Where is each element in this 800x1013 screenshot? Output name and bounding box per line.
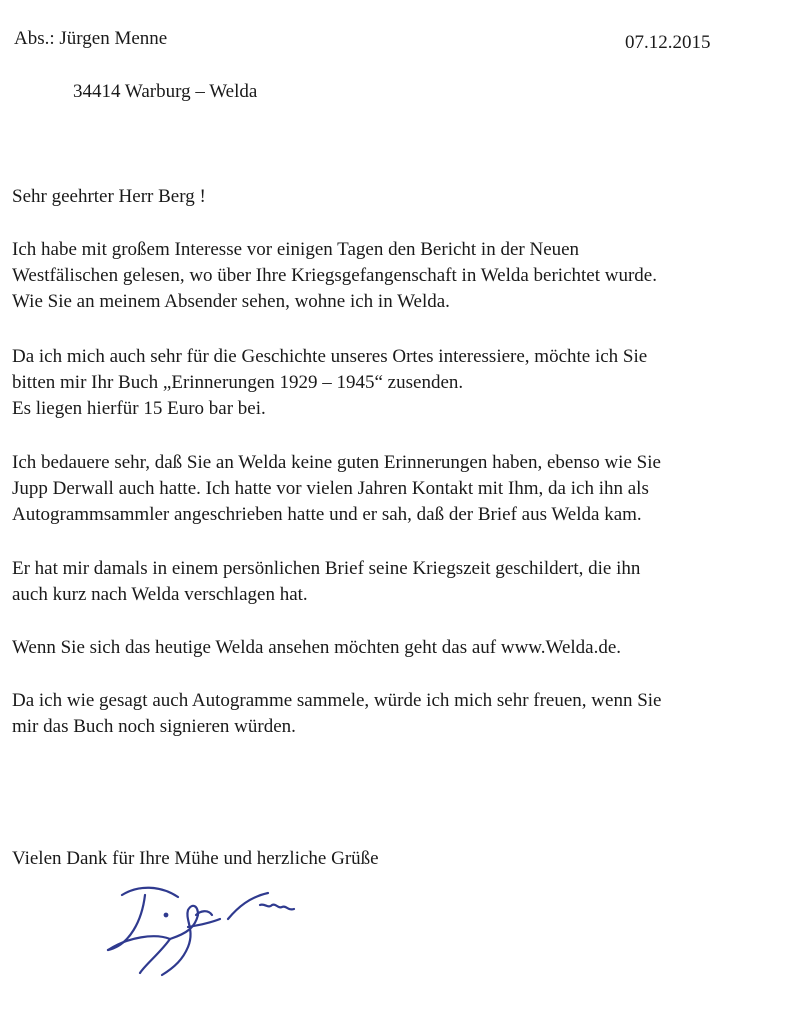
- body-line: Wie Sie an meinem Absender sehen, wohne ich in Welda.: [12, 291, 450, 312]
- body-line: Er hat mir damals in einem persönlichen Brief seine Kriegszeit geschildert, die ihn: [12, 558, 641, 579]
- body-line: Jupp Derwall auch hatte. Ich hatte vor vielen Jahren Kontakt mit Ihm, da ich ihn als: [12, 478, 649, 499]
- sender-line: Abs.: Jürgen Menne: [14, 28, 168, 49]
- body-line: bitten mir Ihr Buch „Erinnerungen 1929 – 1945“ zusenden.: [12, 372, 464, 393]
- sender-address: 34414 Warburg – Welda: [73, 81, 258, 102]
- signature-strokes: [108, 888, 294, 975]
- body-line: Ich habe mit großem Interesse vor einigen Tagen den Bericht in der Neuen: [12, 239, 580, 260]
- salutation: Sehr geehrter Herr Berg !: [12, 186, 206, 207]
- body-line: Westfälischen gelesen, wo über Ihre Kriegsgefangenschaft in Welda berichtet wurde.: [12, 265, 657, 286]
- closing-line: Vielen Dank für Ihre Mühe und herzliche Grüße: [12, 848, 379, 869]
- body-line: Autogrammsammler angeschrieben hatte und er sah, daß der Brief aus Welda kam.: [12, 504, 642, 525]
- letter-date: 07.12.2015: [625, 32, 711, 53]
- body-line: Ich bedauere sehr, daß Sie an Welda keine guten Erinnerungen haben, ebenso wie Sie: [12, 452, 661, 473]
- body-line: Es liegen hierfür 15 Euro bar bei.: [12, 398, 266, 419]
- body-line: Da ich wie gesagt auch Autogramme sammele, würde ich mich sehr freuen, wenn Sie: [12, 690, 662, 711]
- body-line: auch kurz nach Welda verschlagen hat.: [12, 584, 308, 605]
- handwritten-signature: [100, 875, 320, 985]
- body-line: mir das Buch noch signieren würden.: [12, 716, 296, 737]
- body-line: Da ich mich auch sehr für die Geschichte unseres Ortes interessiere, möchte ich Sie: [12, 346, 648, 367]
- body-line: Wenn Sie sich das heutige Welda ansehen möchten geht das auf www.Welda.de.: [12, 637, 622, 658]
